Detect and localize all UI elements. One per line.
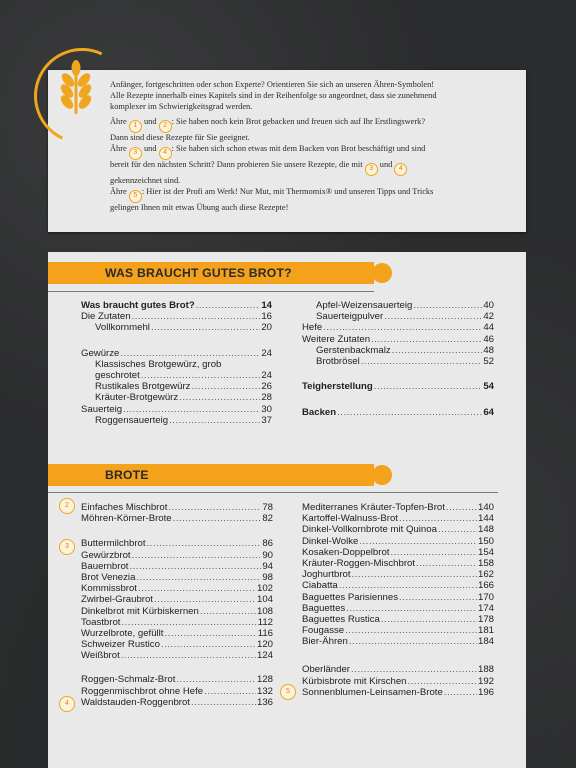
wheat-level-2-icon: 2 bbox=[159, 120, 172, 133]
toc-entry-page: 54 bbox=[483, 381, 494, 393]
toc-entry bbox=[81, 674, 273, 685]
toc-entry-page: 144 bbox=[477, 513, 494, 525]
toc-entry-page: 132 bbox=[256, 685, 273, 697]
toc-entry-page: 158 bbox=[477, 557, 494, 569]
toc-entry-title: Die Zutaten bbox=[81, 311, 131, 323]
section-marker-dot bbox=[372, 263, 392, 283]
toc-leader-dots bbox=[346, 603, 477, 614]
toc-entry-title: Baguettes bbox=[302, 602, 346, 614]
toc-entry-title: Dinkel-Vollkornbrote mit Quinoa bbox=[302, 524, 437, 536]
toc-leader-dots bbox=[339, 580, 477, 591]
wheat-level-1-icon: 1 bbox=[129, 120, 142, 133]
wheat-level-4-icon: 4 bbox=[159, 147, 172, 160]
toc-entry bbox=[81, 572, 273, 583]
toc-leader-dots bbox=[399, 513, 477, 524]
toc-leader-dots bbox=[361, 356, 483, 367]
toc-entry-title: Gewürzbrot bbox=[81, 549, 131, 561]
legend-word: und bbox=[143, 144, 157, 154]
toc-column-right bbox=[302, 502, 494, 698]
toc-entry bbox=[81, 502, 273, 513]
toc-entry-page: 170 bbox=[477, 591, 494, 603]
toc-entry-page: 28 bbox=[261, 392, 272, 404]
toc-entry bbox=[81, 404, 272, 415]
toc-entry bbox=[302, 502, 494, 513]
toc-entry-title: Oberländer bbox=[302, 664, 350, 676]
toc-entry bbox=[302, 687, 494, 698]
toc-entry-page: 184 bbox=[477, 636, 494, 648]
toc-entry-page: 102 bbox=[256, 583, 273, 595]
toc-entry-page: 166 bbox=[477, 580, 494, 592]
wheat-level-3-icon: 3 bbox=[129, 147, 142, 160]
legend-line: Dann sind diese Rezepte für Sie geeignet. bbox=[110, 133, 250, 143]
toc-entry-page: 192 bbox=[477, 675, 494, 687]
toc-entry-page: 162 bbox=[477, 569, 494, 581]
toc-entry bbox=[302, 636, 494, 647]
toc-entry bbox=[81, 686, 273, 697]
legend-line: Alle Rezepte innerhalb eines Kapitels sind in der Reihenfolge so angeordnet, dass sie zunehmend bbox=[110, 90, 437, 100]
toc-entry-title: Roggensauerteig bbox=[95, 414, 169, 426]
toc-leader-dots bbox=[384, 311, 482, 322]
toc-entry-page: 24 bbox=[261, 369, 272, 381]
wheat-level-4-icon: 4 bbox=[59, 696, 75, 712]
toc-entry bbox=[302, 356, 494, 367]
toc-leader-dots bbox=[136, 572, 261, 583]
wheat-icon bbox=[46, 58, 106, 118]
toc-leader-dots bbox=[345, 625, 477, 636]
toc-entry-title: Kürbisbrote mit Kirschen bbox=[302, 675, 407, 687]
toc-entry-page: 196 bbox=[477, 686, 494, 698]
toc-entry bbox=[81, 639, 273, 650]
toc-leader-dots bbox=[438, 524, 477, 535]
legend-level-intermediate bbox=[110, 144, 516, 160]
toc-leader-dots bbox=[138, 583, 256, 594]
toc-entry-page: 86 bbox=[262, 538, 273, 550]
toc-entry-title: Hefe bbox=[302, 322, 323, 334]
toc-entry bbox=[302, 334, 494, 345]
toc-entry-title: Bauernbrot bbox=[81, 560, 129, 572]
toc-leader-dots bbox=[173, 513, 262, 524]
section-header-brote bbox=[48, 464, 374, 486]
toc-entry bbox=[81, 561, 273, 572]
toc-leader-dots bbox=[168, 502, 261, 513]
toc-entry bbox=[81, 348, 272, 359]
toc-leader-dots bbox=[200, 606, 256, 617]
toc-entry-title: Sauerteig bbox=[81, 403, 123, 415]
legend-word: bereit für den nächsten Schritt? Dann probieren Sie unsere Rezepte, die mit bbox=[110, 160, 363, 170]
toc-entry-page: 30 bbox=[261, 403, 272, 415]
toc-entry-page: 181 bbox=[477, 625, 494, 637]
toc-leader-dots bbox=[191, 697, 256, 708]
toc-leader-dots bbox=[337, 407, 482, 418]
toc-entry-title: Teigherstellung bbox=[302, 381, 373, 393]
toc-leader-dots bbox=[408, 676, 477, 687]
legend-word: : Sie haben sich schon etwas mit dem Backen von Brot beschäftigt und sind bbox=[171, 144, 426, 154]
toc-entry bbox=[81, 628, 273, 639]
toc-entry-title: Was braucht gutes Brot? bbox=[81, 300, 195, 311]
toc-entry-page: 120 bbox=[256, 639, 273, 651]
toc-entry-page: 148 bbox=[477, 524, 494, 536]
toc-leader-dots bbox=[196, 300, 261, 311]
wheat-level-5-icon: 5 bbox=[129, 190, 142, 203]
toc-leader-dots bbox=[444, 687, 477, 698]
toc-entry bbox=[81, 650, 273, 661]
toc-leader-dots bbox=[204, 686, 256, 697]
toc-entry bbox=[81, 370, 272, 381]
toc-entry-page: 140 bbox=[477, 502, 494, 513]
toc-entry bbox=[81, 381, 272, 392]
toc-entry-title: Kräuter-Brotgewürz bbox=[95, 392, 179, 404]
legend-line: gekennzeichnet sind. bbox=[110, 176, 181, 186]
toc-leader-dots bbox=[132, 311, 261, 322]
toc-entry-title: Joghurtbrot bbox=[302, 569, 351, 581]
toc-entry-page: 112 bbox=[257, 616, 273, 628]
toc-leader-dots bbox=[129, 561, 261, 572]
toc-entry-title: geschrotet bbox=[95, 369, 140, 381]
toc-entry-title: Bier-Ähren bbox=[302, 636, 348, 648]
toc-entry bbox=[81, 606, 273, 617]
toc-entry-page: 26 bbox=[261, 381, 272, 393]
toc-entry bbox=[302, 513, 494, 524]
toc-entry-page: 90 bbox=[262, 549, 273, 561]
toc-entry-page: 44 bbox=[483, 322, 494, 334]
toc-entry-title: Baguettes Parisiennes bbox=[302, 591, 398, 603]
toc-leader-dots bbox=[121, 650, 256, 661]
toc-entry bbox=[302, 592, 494, 603]
toc-leader-dots bbox=[359, 536, 477, 547]
toc-leader-dots bbox=[381, 614, 477, 625]
toc-entry bbox=[302, 524, 494, 535]
wheat-level-4-icon: 4 bbox=[394, 163, 407, 176]
legend-line: komplexer im Schwierigkeitsgrad werden. bbox=[110, 101, 253, 111]
toc-entry-title: Fougasse bbox=[302, 625, 345, 637]
toc-column-right bbox=[302, 300, 494, 419]
toc-column-left bbox=[81, 502, 273, 708]
legend-line: gelingen Ihnen mit etwas Übung auch diese Rezepte! bbox=[110, 202, 289, 212]
toc-entry-title: Apfel-Weizensauerteig bbox=[316, 300, 413, 311]
toc-entry-page: 48 bbox=[483, 344, 494, 356]
toc-entry bbox=[81, 697, 273, 708]
toc-entry-page: 40 bbox=[483, 300, 494, 311]
legend-line: Anfänger, fortgeschritten oder schon Experte? Orientieren Sie sich an unseren Ähren-Symbolen! bbox=[110, 80, 435, 89]
toc-entry-title: Klassisches Brotgewürz, grob bbox=[95, 358, 222, 370]
toc-leader-dots bbox=[147, 538, 262, 549]
toc-entry-page: 108 bbox=[256, 605, 273, 617]
toc-entry-page: 150 bbox=[477, 535, 494, 547]
legend-line bbox=[110, 160, 516, 176]
toc-entry-title: Vollkornmehl bbox=[95, 322, 150, 334]
section-title: BROTE bbox=[105, 468, 149, 482]
toc-entry-page: 16 bbox=[261, 311, 272, 323]
toc-entry bbox=[302, 676, 494, 687]
toc-leader-dots bbox=[154, 594, 256, 605]
toc-entry-page: 136 bbox=[256, 696, 273, 708]
toc-entry-title: Buttermilchbrot bbox=[81, 538, 146, 550]
wheat-level-2-icon: 2 bbox=[59, 498, 75, 514]
toc-column-left bbox=[81, 300, 272, 426]
wheat-level-3-icon: 3 bbox=[365, 163, 378, 176]
toc-entry bbox=[302, 580, 494, 591]
toc-leader-dots bbox=[351, 664, 477, 675]
toc-leader-dots bbox=[164, 628, 256, 639]
toc-entry-page: 20 bbox=[261, 322, 272, 334]
toc-entry-title: Möhren-Körner-Brote bbox=[81, 513, 172, 525]
section-title: WAS BRAUCHT GUTES BROT? bbox=[105, 266, 292, 280]
section-marker-dot bbox=[372, 465, 392, 485]
toc-leader-dots bbox=[416, 558, 477, 569]
toc-entry-title: Gerstenbackmalz bbox=[316, 344, 391, 356]
toc-entry-page: 124 bbox=[256, 650, 273, 662]
toc-entry-title: Roggen-Schmalz-Brot bbox=[81, 674, 176, 686]
toc-entry bbox=[302, 603, 494, 614]
toc-entry-title: Roggenmischbrot ohne Hefe bbox=[81, 685, 204, 697]
toc-entry-page: 94 bbox=[262, 560, 273, 572]
toc-leader-dots bbox=[191, 381, 260, 392]
toc-entry-title: Kommissbrot bbox=[81, 583, 137, 595]
toc-leader-dots bbox=[352, 569, 477, 580]
toc-entry bbox=[302, 569, 494, 580]
legend-word: Ähre bbox=[110, 144, 127, 154]
difficulty-legend-text bbox=[110, 80, 516, 219]
section-divider bbox=[48, 492, 498, 493]
toc-entry bbox=[81, 359, 272, 370]
toc-entry-title: Wurzelbrote, gefüllt bbox=[81, 627, 164, 639]
toc-entry-page: 116 bbox=[257, 627, 273, 639]
legend-word: Ähre bbox=[110, 117, 127, 127]
legend-word: : Hier ist der Profi am Werk! Nur Mut, mit Thermomix® und unseren Tipps und Tricks bbox=[141, 186, 434, 196]
toc-entry-page: 188 bbox=[477, 664, 494, 676]
legend-word: und bbox=[143, 117, 157, 127]
toc-entry-title: Waldstauden-Roggenbrot bbox=[81, 696, 190, 708]
toc-leader-dots bbox=[141, 370, 261, 381]
toc-entry bbox=[81, 392, 272, 403]
toc-entry bbox=[81, 322, 272, 333]
toc-leader-dots bbox=[179, 392, 260, 403]
toc-entry-title: Zwirbel-Graubrot bbox=[81, 594, 153, 606]
toc-entry-title: Kräuter-Roggen-Mischbrot bbox=[302, 557, 416, 569]
toc-leader-dots bbox=[399, 592, 477, 603]
toc-leader-dots bbox=[176, 674, 256, 685]
toc-leader-dots bbox=[120, 348, 260, 359]
toc-entry bbox=[81, 550, 273, 561]
toc-entry-page: 52 bbox=[483, 355, 494, 367]
toc-entry-title: Dinkelbrot mit Kürbiskernen bbox=[81, 605, 199, 617]
toc-leader-dots bbox=[323, 322, 482, 333]
legend-word: Ähre bbox=[110, 186, 127, 196]
toc-entry-title: Brotbrösel bbox=[316, 355, 360, 367]
toc-leader-dots bbox=[169, 415, 260, 426]
toc-entry-title: Kosaken-Doppelbrot bbox=[302, 546, 390, 558]
toc-entry-title: Weitere Zutaten bbox=[302, 333, 371, 345]
wheat-level-3-icon: 3 bbox=[59, 539, 75, 555]
toc-entry bbox=[302, 322, 494, 333]
toc-entry bbox=[81, 594, 273, 605]
toc-leader-dots bbox=[413, 300, 482, 311]
wheat-level-5-icon: 5 bbox=[280, 684, 296, 700]
toc-entry-page: 154 bbox=[477, 546, 494, 558]
toc-entry-page: 42 bbox=[483, 311, 494, 323]
toc-entry-page: 78 bbox=[262, 502, 273, 513]
toc-entry-title: Mediterranes Kräuter-Topfen-Brot bbox=[302, 502, 445, 513]
toc-entry-title: Dinkel-Wolke bbox=[302, 535, 359, 547]
toc-entry bbox=[302, 300, 494, 311]
toc-entry-page: 64 bbox=[483, 407, 494, 419]
toc-leader-dots bbox=[374, 381, 483, 392]
toc-leader-dots bbox=[151, 322, 260, 333]
toc-entry-title: Toastbrot bbox=[81, 616, 121, 628]
toc-entry-page: 82 bbox=[262, 513, 273, 525]
toc-entry bbox=[302, 311, 494, 322]
toc-leader-dots bbox=[123, 404, 260, 415]
toc-entry bbox=[302, 614, 494, 625]
toc-leader-dots bbox=[349, 636, 477, 647]
toc-leader-dots bbox=[446, 502, 477, 513]
toc-entry bbox=[81, 300, 272, 311]
toc-entry bbox=[81, 583, 273, 594]
toc-entry bbox=[302, 625, 494, 636]
toc-entry-title: Ciabatta bbox=[302, 580, 338, 592]
toc-entry-page: 14 bbox=[261, 300, 272, 311]
toc-entry bbox=[81, 617, 273, 628]
toc-entry bbox=[302, 345, 494, 356]
toc-entry bbox=[302, 407, 494, 418]
toc-entry-page: 128 bbox=[256, 674, 273, 686]
toc-entry bbox=[81, 415, 272, 426]
toc-leader-dots bbox=[371, 334, 482, 345]
legend-level-expert bbox=[110, 187, 516, 203]
toc-entry bbox=[302, 558, 494, 569]
toc-leader-dots bbox=[390, 547, 477, 558]
toc-leader-dots bbox=[392, 345, 483, 356]
toc-entry bbox=[302, 536, 494, 547]
toc-entry-page: 24 bbox=[261, 347, 272, 359]
toc-entry-title: Gewürze bbox=[81, 347, 120, 359]
toc-entry-title: Sonnenblumen-Leinsamen-Brote bbox=[302, 686, 443, 698]
toc-entry-title: Rustikales Brotgewürz bbox=[95, 381, 191, 393]
toc-entry bbox=[302, 381, 494, 392]
toc-entry-page: 174 bbox=[477, 602, 494, 614]
toc-entry-page: 37 bbox=[261, 414, 272, 426]
toc-entry bbox=[302, 664, 494, 675]
toc-entry bbox=[81, 513, 273, 524]
legend-level-beginner bbox=[110, 117, 516, 133]
toc-leader-dots bbox=[161, 639, 256, 650]
toc-entry-title: Schweizer Rustico bbox=[81, 639, 160, 651]
section-divider bbox=[48, 291, 374, 292]
toc-entry-title: Einfaches Mischbrot bbox=[81, 502, 168, 513]
toc-entry bbox=[81, 311, 272, 322]
toc-entry-title: Brot Venezia bbox=[81, 571, 136, 583]
toc-leader-dots bbox=[121, 617, 256, 628]
toc-entry-page: 46 bbox=[483, 333, 494, 345]
toc-entry-title: Sauerteigpulver bbox=[316, 311, 384, 323]
toc-entry-title: Baguettes Rustica bbox=[302, 613, 380, 625]
toc-entry bbox=[81, 538, 273, 549]
toc-leader-dots bbox=[132, 550, 262, 561]
table-of-contents bbox=[48, 252, 526, 768]
toc-entry-page: 178 bbox=[477, 613, 494, 625]
section-header-was-braucht bbox=[48, 262, 374, 284]
legend-word: und bbox=[379, 160, 393, 170]
toc-entry-title: Weißbrot bbox=[81, 650, 120, 662]
toc-entry bbox=[302, 547, 494, 558]
toc-entry-title: Backen bbox=[302, 407, 337, 419]
toc-entry-page: 104 bbox=[256, 594, 273, 606]
toc-entry-page: 98 bbox=[262, 571, 273, 583]
toc-entry-title: Kartoffel-Walnuss-Brot bbox=[302, 513, 398, 525]
legend-word: : Sie haben noch kein Brot gebacken und freuen sich auf Ihr Erstlingswerk? bbox=[171, 117, 426, 127]
